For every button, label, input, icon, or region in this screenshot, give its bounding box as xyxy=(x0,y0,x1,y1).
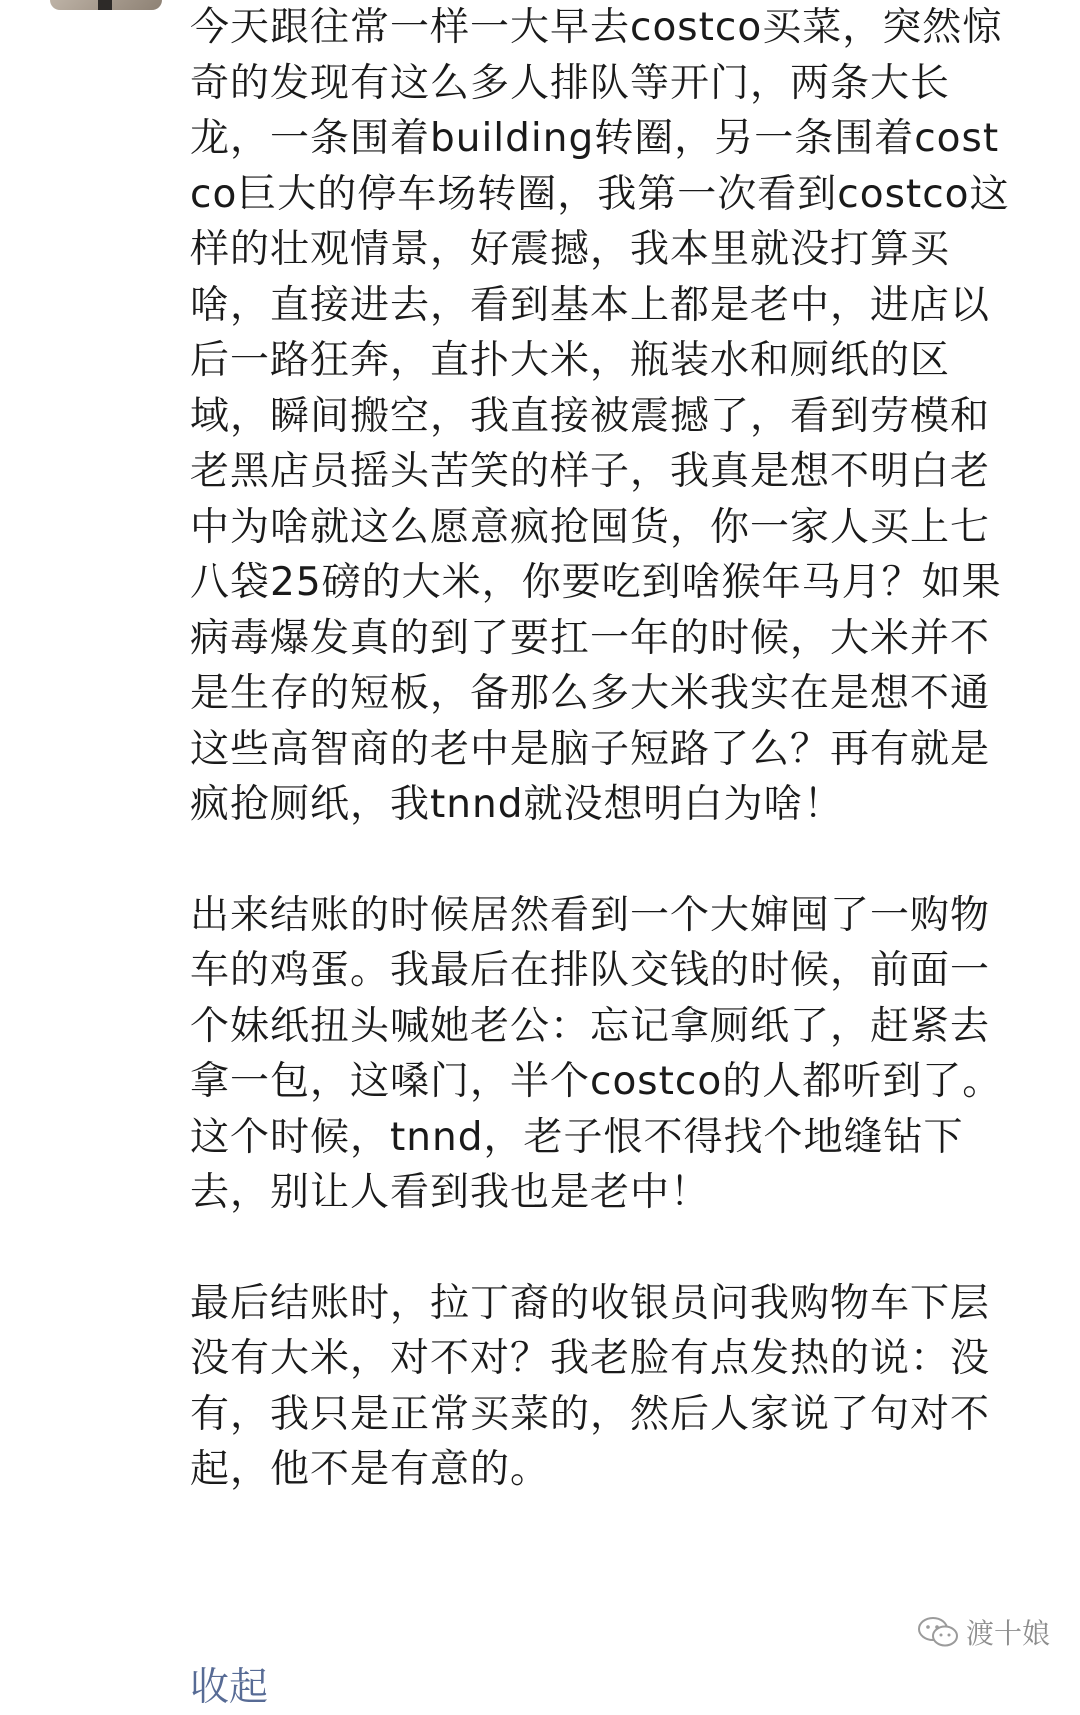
avatar[interactable] xyxy=(50,0,162,10)
wechat-icon xyxy=(916,1616,960,1648)
post-body xyxy=(190,0,1020,1498)
post-paragraph-1: 今天跟往常一样一大早去costco买菜，突然惊奇的发现有这么多人排队等开门，两条大长龙，一条围着building转圈，另一条围着costco巨大的停车场转圈，我第一次看到costco这样的壮观情景，好震撼，我本里就没打算买啥，直接进去，看到基本上都是老中，进店以后一路狂奔，直扑大米，瓶装水和厕纸的区域，瞬间搬空，我直接被震撼了，看到劳模和老黑店员摇头苦笑的样子，我真是想不明白老中为啥就这么愿意疯抢囤货，你一家人买上七八袋25磅的大米，你要吃到啥猴年马月？如果病毒爆发真的到了要扛一年的时候，大米并不是生存的短板，备那么多大米我实在是想不通这些高智商的老中是脑子短路了么？再有就是疯抢厕纸，我tnnd就没想明白为啥！ xyxy=(190,5,1010,827)
post-paragraph-2: 出来结账的时候居然看到一个大婶囤了一购物车的鸡蛋。我最后在排队交钱的时候，前面一个妹纸扭头喊她老公：忘记拿厕纸了，赶紧去拿一包，这嗓门，半个costco的人都听到了。这个时候，tnnd，老子恨不得找个地缝钻下去，别让人看到我也是老中！ xyxy=(190,892,1003,1215)
source-watermark xyxy=(916,1612,1050,1652)
collapse-link[interactable]: 收起 xyxy=(190,1665,269,1710)
post-paragraph-3: 最后结账时，拉丁裔的收银员问我购物车下层没有大米，对不对？我老脸有点发热的说：没有，我只是正常买菜的，然后人家说了句对不起，他不是有意的。 xyxy=(190,1280,991,1492)
watermark-text: 渡十娘 xyxy=(965,1617,1050,1650)
avatar-figure xyxy=(98,0,112,10)
